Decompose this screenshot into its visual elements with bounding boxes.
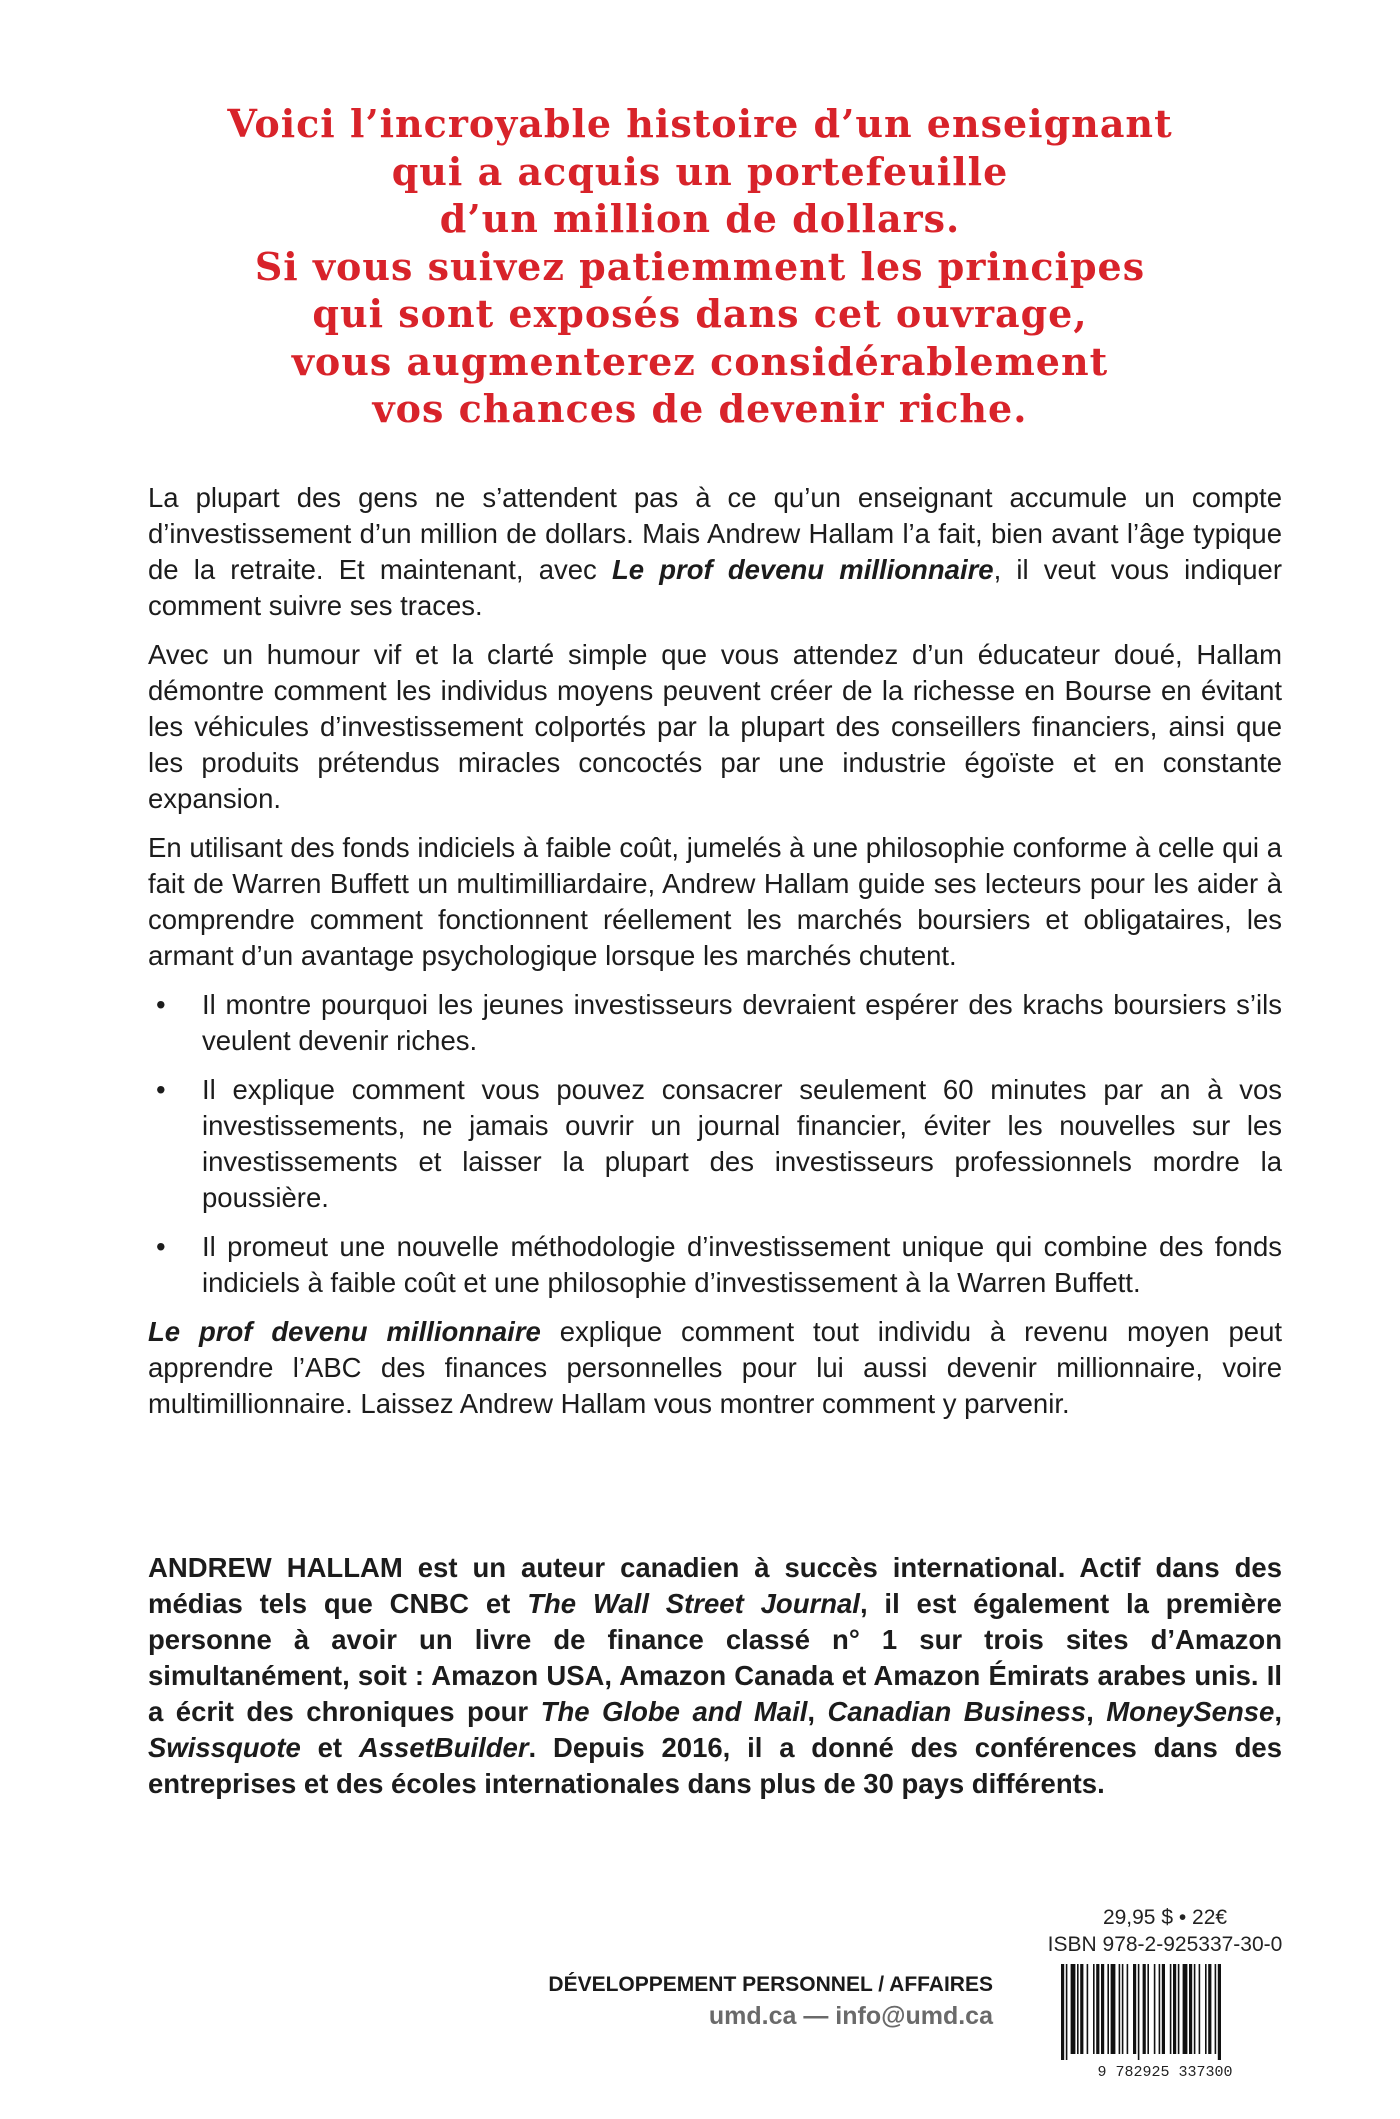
text-span: est un auteur canadien à succès international. Actif dans des médias tels que CNBC et bbox=[148, 1552, 1282, 1619]
headline-line: qui a acquis un portefeuille bbox=[391, 148, 1009, 194]
headline bbox=[100, 100, 1300, 433]
book-description bbox=[148, 480, 1282, 1435]
media-title: AssetBuilder bbox=[358, 1732, 529, 1763]
barcode-icon bbox=[1049, 1962, 1281, 2080]
text-span: et bbox=[300, 1732, 359, 1763]
headline-line: Voici l’incroyable histoire d’un enseignant bbox=[227, 101, 1173, 146]
text-span: , bbox=[1274, 1696, 1282, 1727]
text-span: , bbox=[807, 1696, 828, 1727]
barcode-bar bbox=[1189, 1964, 1192, 2054]
media-title: The Globe and Mail bbox=[540, 1696, 808, 1727]
barcode-bar bbox=[1127, 1964, 1129, 2054]
author-bio bbox=[148, 1550, 1282, 1802]
barcode-bar bbox=[1107, 1964, 1109, 2054]
paragraph: Avec un humour vif et la clarté simple que vous attendez d’un éducateur doué, Hallam démontre comment les individus moyens peuvent créer de la richesse en Bourse en évitant les véhicules d’investissement colportés par la plupart des conseillers financiers, ainsi que les produits prétendus miracles concoctés par une industrie égoïste et en constante expansion. bbox=[148, 639, 1282, 814]
barcode-bar bbox=[1143, 1964, 1146, 2054]
headline-line: vous augmenterez considérablement bbox=[291, 338, 1109, 384]
publisher-contact: umd.ca — info@umd.ca bbox=[708, 2002, 993, 2030]
headline-line: vos chances de devenir riche. bbox=[372, 386, 1028, 431]
text-span: , il est également la première personne à avoir un livre de finance classé n° 1 sur trois sites d’Amazon simultanément, soit : Amazon USA, Amazon Canada et Amazon Émirats arabes unis. Il a écrit des chroniques pour bbox=[148, 1588, 1282, 1727]
list-item bbox=[148, 1072, 1282, 1216]
barcode-bar bbox=[1178, 1964, 1180, 2054]
bullet-icon: • bbox=[156, 1074, 166, 1105]
barcode-bar bbox=[1122, 1964, 1124, 2054]
barcode-bar bbox=[1096, 1964, 1099, 2054]
barcode-bar bbox=[1087, 1964, 1089, 2054]
media-title: The Wall Street Journal bbox=[527, 1588, 860, 1619]
headline-line: d’un million de dollars. bbox=[439, 196, 961, 241]
paragraph-intro bbox=[148, 480, 1282, 624]
book-title: Le prof devenu millionnaire bbox=[611, 554, 994, 585]
barcode-bar bbox=[1199, 1964, 1201, 2054]
paragraph: En utilisant des fonds indiciels à faible coût, jumelés à une philosophie conforme à celle qui a fait de Warren Buffett un multimilliardaire, Andrew Hallam guide ses lecteurs pour les aider à comprendre comment fonctionnent réellement les marchés boursiers et obligataires, les armant d’un avantage psychologique lorsque les marchés chutent. bbox=[148, 832, 1282, 971]
book-title: Le prof devenu millionnaire bbox=[148, 1316, 541, 1347]
bullet-icon: • bbox=[156, 1231, 166, 1262]
text-span: explique comment tout individu à revenu moyen peut apprendre l’ABC des finances personnelles pour lui aussi devenir millionnaire, voire multimillionnaire. Laissez Andrew Hallam vous montrer comment y parvenir. bbox=[148, 1316, 1283, 1419]
barcode-digits: 9 782925 337300 bbox=[1097, 2064, 1233, 2080]
barcode-bar bbox=[1119, 1964, 1121, 2054]
barcode-bar bbox=[1154, 1964, 1156, 2054]
media-title: MoneySense bbox=[1106, 1696, 1275, 1727]
list-item bbox=[148, 1229, 1282, 1301]
list-item bbox=[148, 987, 1282, 1059]
barcode-bar bbox=[1138, 1964, 1140, 2060]
barcode-bar bbox=[1218, 1964, 1221, 2060]
barcode-bar bbox=[1183, 1964, 1188, 2054]
barcode-bar bbox=[1159, 1964, 1161, 2054]
bullet-list bbox=[148, 987, 1282, 1301]
barcode-block bbox=[1030, 1904, 1300, 2094]
barcode-bar bbox=[1093, 1964, 1095, 2054]
isbn-label: ISBN 978-2-925337-30-0 bbox=[1047, 1933, 1283, 1956]
barcode-bar bbox=[1133, 1964, 1136, 2054]
barcode-bar bbox=[1066, 1964, 1068, 2060]
bullet-icon: • bbox=[156, 989, 166, 1020]
media-title: Swissquote bbox=[148, 1732, 301, 1763]
barcode-bar bbox=[1215, 1964, 1217, 2054]
bullet-text: Il explique comment vous pouvez consacrer seulement 60 minutes par an à vos investissements, ne jamais ouvrir un journal financier, éviter les nouvelles sur les investissements et laisser la plupart des investisseurs professionnels mordre la poussière. bbox=[202, 1074, 1282, 1213]
barcode-bar bbox=[1170, 1964, 1172, 2054]
media-title: Canadian Business bbox=[827, 1696, 1087, 1727]
barcode-bar bbox=[1147, 1964, 1149, 2054]
bullet-text: Il montre pourquoi les jeunes investisseurs devraient espérer des krachs boursiers s’ils veulent devenir riches. bbox=[202, 989, 1282, 1056]
bullet-text: Il promeut une nouvelle méthodologie d’investissement unique qui combine des fonds indiciels à faible coût et une philosophie d’investissement à la Warren Buffett. bbox=[202, 1231, 1282, 1298]
barcode-bar bbox=[1101, 1964, 1104, 2054]
text-span: La plupart des gens ne s’attendent pas à ce qu’un enseignant accumule un compte d’investissement d’un million de dollars. Mais Andrew Hallam l’a fait, bien avant l’âge typique de la retraite. Et maintenant, avec bbox=[148, 482, 1282, 585]
barcode-bar bbox=[1080, 1964, 1083, 2054]
barcode-bar bbox=[1077, 1964, 1079, 2054]
publisher-footer bbox=[520, 1970, 993, 2032]
text-span: , bbox=[1086, 1696, 1107, 1727]
price-label: 29,95 $ • 22€ bbox=[1102, 1906, 1228, 1929]
barcode-bar bbox=[1194, 1964, 1196, 2054]
barcode-bar bbox=[1173, 1964, 1176, 2054]
text-span: . Depuis 2016, il a donné des conférences dans des entreprises et des écoles internationales dans plus de 30 pays différents. bbox=[148, 1732, 1282, 1799]
barcode-bar bbox=[1111, 1964, 1116, 2054]
book-category: DÉVELOPPEMENT PERSONNEL / AFFAIRES bbox=[548, 1973, 993, 1996]
headline-line: qui sont exposés dans cet ouvrage, bbox=[312, 291, 1088, 336]
barcode-bar bbox=[1162, 1964, 1165, 2054]
barcode-bar bbox=[1208, 1964, 1211, 2054]
paragraph-conclusion bbox=[148, 1314, 1282, 1422]
barcode-bar bbox=[1061, 1964, 1064, 2060]
author-name: ANDREW HALLAM bbox=[148, 1552, 403, 1583]
barcode-bar bbox=[1205, 1964, 1207, 2054]
text-span: , il veut vous indiquer comment suivre ses traces. bbox=[148, 554, 1282, 621]
headline-line: Si vous suivez patiemment les principes bbox=[254, 243, 1146, 289]
barcode-bar bbox=[1071, 1964, 1076, 2054]
